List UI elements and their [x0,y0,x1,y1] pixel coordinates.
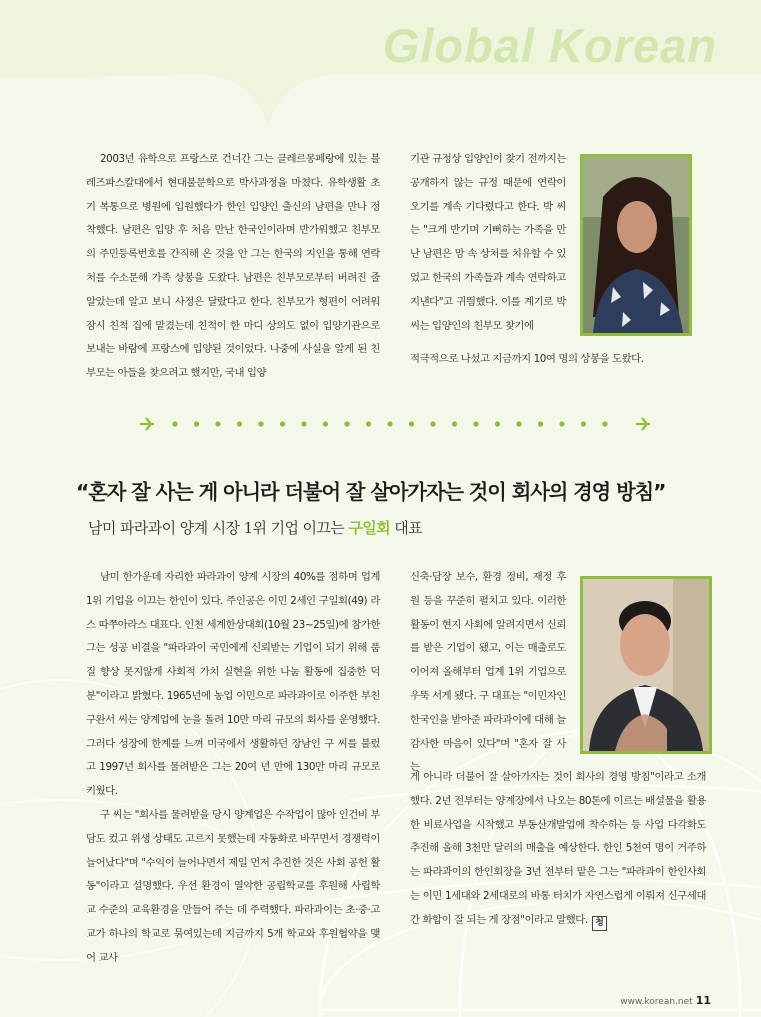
divider-dot [409,421,414,426]
story2-photo [580,576,712,754]
divider-dot [538,421,543,426]
man-portrait-icon [583,579,709,751]
story2-left-paragraph-1: 남미 한가운데 자리한 파라과이 양계 시장의 40%를 점하며 업계 1위 기업을 이끄는 한인이 있다. 주인공은 이민 2세인 구일회(49) 라스 따쭈아라스 대표다. 인천 세계한상대회(10월 23~25일)에 참가한 그는 성공 비결을 "파라과이 국민에게 신뢰받는 기업이 되기 위해 품질 향상 못지않게 사회적 가치 실현을 위한 나눔 활동에 집중한 덕분"이라고 밝혔다. 1965년에 농업 이민으로 파라과이로 이주한 부친 구완서 씨는 양계업에 눈을 돌려 10만 마리 규모의 회사를 운영했다. 그러다 성장에 한계를 느껴 미국에서 생활하던 장남인 구 씨를 불렀고 1997년 회사를 물려받은 그는 20여 년 만에 130만 마리 규모로 키웠다. [86,571,380,798]
section-divider [140,415,650,433]
divider-dot [172,421,177,426]
divider-dot [215,421,220,426]
divider-dot [602,421,607,426]
story2-right-column-bottom [410,766,706,933]
page-header-title: Global Korean [382,19,717,72]
article-subheadline [88,517,422,538]
divider-dot [387,421,392,426]
divider-dot [581,421,586,426]
divider-dot [473,421,478,426]
divider-dot [559,421,564,426]
subhead-prefix: 남미 파라과이 양계 시장 1위 기업 이끄는 [88,519,349,537]
page-number: 11 [695,994,711,1007]
story2-left-paragraph-2: 구 씨는 "회사를 물려받을 당시 양계업은 수작업이 많아 인건비 부담도 컸고 위생 상태도 고르지 못했는데 자동화로 바꾸면서 경쟁력이 늘어났다"며 "수익이 늘어나면서 제일 먼저 추진한 것은 사회 공헌 활동"이라고 설명했다. 우선 환경이 열악한 공립학교를 후원해 사립학교 수준의 교육환경을 만들어 주는 데 주력했다. 파라과이는 초·중·고교가 하나의 학교로 묶여있는데 지금까지 5개 학교와 후원협약을 맺어 교사 [86,808,380,964]
story2-right-bottom-text: 게 아니라 더불어 잘 살아가자는 것이 회사의 경영 방침"이라고 소개했다. 2년 전부터는 양계장에서 나오는 80톤에 이르는 배설물을 활용한 비료사업을 시작했고 부동산개발업에 착수하는 등 사업 다각화도 추진해 올해 3천만 달러의 매출을 예상한다. 한인 5천여 명이 거주하는 파라과이의 한인회장을 3년 전부터 맡은 그는 "파라과이 한인사회는 이민 1세대와 2세대로의 바통 터치가 자연스럽게 이뤄져 신구세대 간 화합이 잘 되는 게 장점"이라고 말했다. [410,771,706,926]
story1-bottom-line: 적극적으로 나섰고 지금까지 10여 명의 상봉을 도왔다. [410,353,644,365]
article-headline: “혼자 잘 사는 게 아니라 더불어 잘 살아가자는 것이 회사의 경영 방침” [76,480,666,504]
subhead-suffix: 대표 [390,519,422,537]
divider-dot [323,421,328,426]
article-end-mark: 청 [592,916,607,931]
story2-right-column-top: 신축·담장 보수, 환경 정비, 재정 후원 등을 꾸준히 펼치고 있다. 이러한 활동이 현지 사회에 알려지면서 신뢰를 받은 기업이 됐고, 이는 매출로도 이어져 올해부터 업계 1위 기업으로 우뚝 서게 됐다. 구 대표는 "이민자인 한국인을 받아준 파라과이에 대해 늘 감사한 마음이 있다"며 "혼자 잘 사는 [410,571,566,774]
divider-dot [516,421,521,426]
footer-site: www.korean.net [620,997,693,1007]
divider-dot [452,421,457,426]
story2-left-column [86,566,380,971]
page-footer [620,994,711,1007]
divider-dot [344,421,349,426]
divider-dot [237,421,242,426]
divider-dot [194,421,199,426]
woman-portrait-icon [583,157,689,333]
subhead-person-name: 구일회 [348,519,391,537]
story1-photo [580,154,692,336]
divider-dot [495,421,500,426]
story1-left-column: 2003년 유학으로 프랑스로 건너간 그는 클레르몽페랑에 있는 블레즈파스칼대에서 현대불문학으로 박사과정을 마쳤다. 유학생활 초기 복통으로 병원에 입원했다가 한인 입양인 출신의 남편을 만나 정착했다. 남편은 입양 후 처음 만난 한국인이라며 반가워했고 친부모의 주민등록번호를 간직해 온 것을 안 그는 한국의 지인을 통해 연락처를 수소문해 가족 상봉을 도왔다. 남편은 친부모로부터 버려진 줄 알았는데 알고 보니 사정은 달랐다고 한다. 친부모가 형편이 어려워 잠시 친척 집에 맡겼는데 친척이 한 마디 상의도 없이 입양기관으로 보내는 바람에 프랑스에 입양된 것이었다. 나중에 사실을 알게 된 친부모는 아들을 찾으려고 했지만, 국내 입양 [86,153,380,380]
divider-dot [258,421,263,426]
divider-dot [430,421,435,426]
story1-right-column: 기관 규정상 입양인이 찾기 전까지는 공개하지 않는 규정 때문에 연락이 오기를 계속 기다렸다고 한다. 박 씨는 "크게 반기며 기뻐하는 가족을 만난 남편은 맘 속 상처를 치유할 수 있었고 한국의 가족들과 계속 연락하고 지낸다"고 귀띔했다. 이를 계기로 박씨는 입양인의 친부모 찾기에 [410,153,566,332]
divider-dot [366,421,371,426]
divider-dot [280,421,285,426]
divider-dot [301,421,306,426]
